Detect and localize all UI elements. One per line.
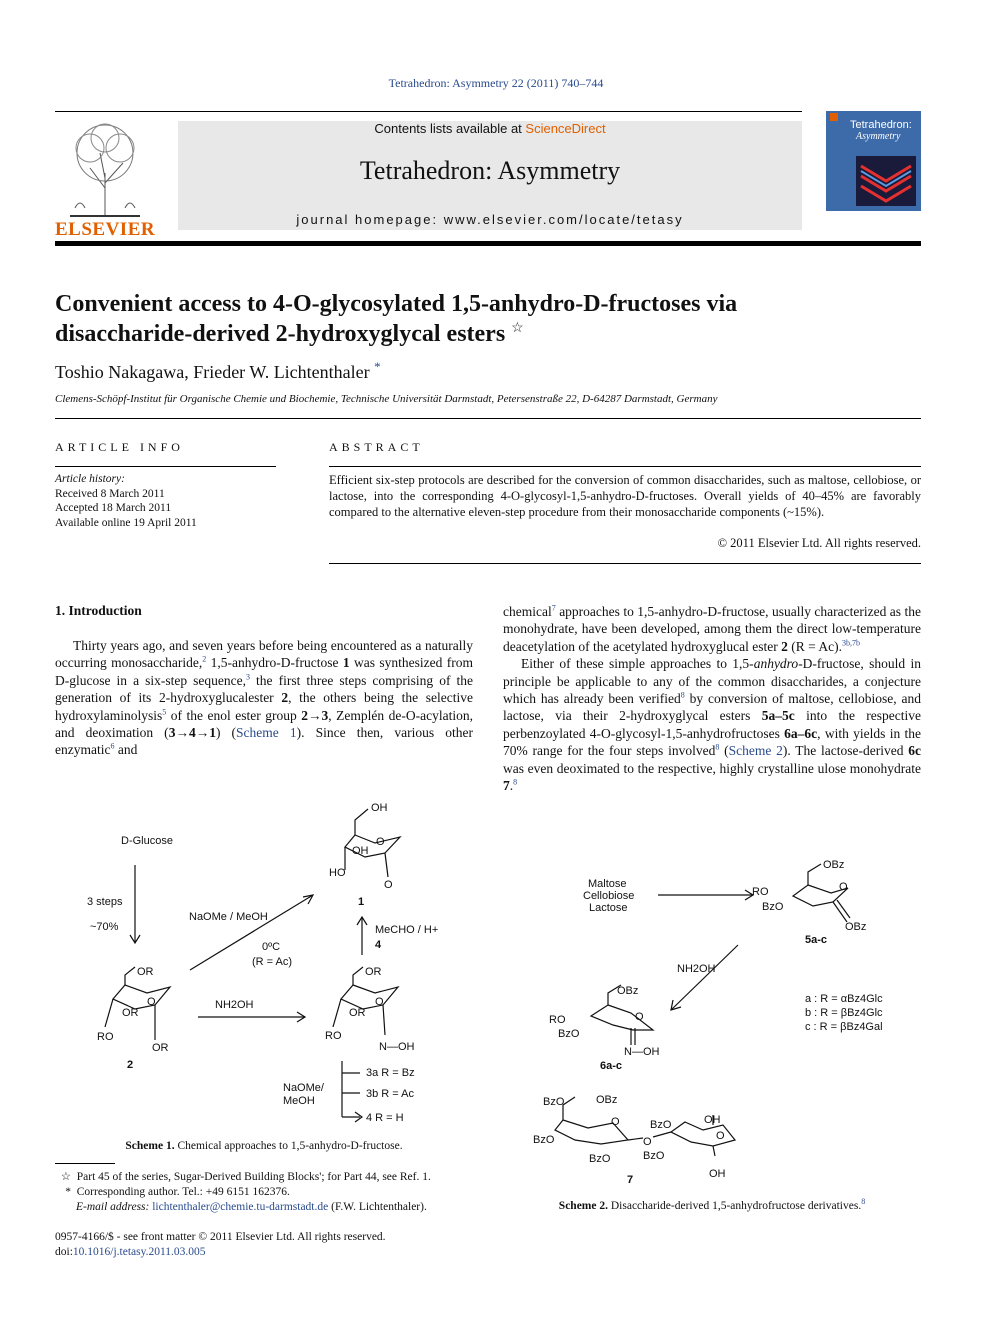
article-title: Convenient access to 4-O-glycosylated 1,5-anhydro-D-fructoses via disaccharide-derived 2-hydroxyglycal esters ☆ <box>55 291 738 347</box>
svg-text:D-Glucose: D-Glucose <box>121 835 173 847</box>
header-thick-rule <box>55 241 921 246</box>
svg-text:OH: OH <box>704 1114 721 1126</box>
scheme1-link[interactable]: Scheme 1 <box>236 725 297 741</box>
svg-text:c : R = βBz4Gal: c : R = βBz4Gal <box>805 1021 883 1033</box>
svg-text:O: O <box>611 1116 620 1128</box>
svg-text:O: O <box>716 1130 725 1142</box>
svg-text:NaOMe/: NaOMe/ <box>283 1082 324 1094</box>
cover-logo-icon <box>830 113 838 121</box>
contents-prefix: Contents lists available at <box>374 121 526 136</box>
scheme2-figure <box>503 850 921 1195</box>
cover-title: Tetrahedron: <box>850 119 912 131</box>
svg-text:OR: OR <box>365 966 382 978</box>
svg-text:BzO: BzO <box>543 1096 565 1108</box>
svg-text:OBz: OBz <box>617 985 639 997</box>
journal-homepage[interactable]: journal homepage: www.elsevier.com/locate/tetasy <box>296 212 684 227</box>
svg-text:RO: RO <box>549 1014 566 1026</box>
svg-text:O: O <box>376 836 385 848</box>
article-info-heading: ARTICLE INFO <box>55 440 184 454</box>
svg-text:O: O <box>839 881 848 893</box>
svg-text:O: O <box>375 996 384 1008</box>
svg-text:OR: OR <box>349 1007 366 1019</box>
svg-text:3 steps: 3 steps <box>87 896 123 908</box>
elsevier-tree-icon <box>55 118 155 218</box>
svg-text:OBz: OBz <box>845 921 867 933</box>
svg-text:HO: HO <box>329 867 346 879</box>
corresponding-author-mark[interactable]: * <box>374 359 381 374</box>
svg-text:Maltose: Maltose <box>588 878 627 890</box>
svg-text:OR: OR <box>137 966 154 978</box>
svg-text:N—OH: N—OH <box>624 1046 660 1058</box>
svg-text:O: O <box>643 1136 652 1148</box>
scheme1-figure <box>55 795 475 1135</box>
bottom-info: 0957-4166/$ - see front matter © 2011 Elsevier Ltd. All rights reserved. doi:10.1016/j.tetasy.2011.03.005 <box>55 1231 386 1258</box>
svg-text:RO: RO <box>325 1030 342 1042</box>
svg-text:(R = Ac): (R = Ac) <box>252 956 293 968</box>
svg-text:BzO: BzO <box>558 1028 580 1040</box>
svg-text:NH2OH: NH2OH <box>677 963 716 975</box>
article-history: Article history: Received 8 March 2011 Accepted 18 March 2011 Available online 19 April 2011 <box>55 473 197 529</box>
affiliation: Clemens-Schöpf-Institut für Organische Chemie und Biochemie, Technische Universität Darmstadt, Petersenstraße 22, D-64287 Darmstadt, Germany <box>55 393 718 405</box>
title-footnote-mark[interactable]: ☆ <box>511 321 524 336</box>
svg-text:~70%: ~70% <box>90 921 119 933</box>
svg-text:BzO: BzO <box>762 901 784 913</box>
svg-text:O: O <box>635 1011 644 1023</box>
svg-text:OH: OH <box>709 1168 726 1180</box>
svg-text:b : R = βBz4Glc: b : R = βBz4Glc <box>805 1007 883 1019</box>
intro-heading: 1. Introduction <box>55 603 142 618</box>
svg-text:BzO: BzO <box>650 1119 672 1131</box>
svg-text:RO: RO <box>97 1031 114 1043</box>
svg-text:3b R = Ac: 3b R = Ac <box>366 1088 415 1100</box>
cover-subtitle: Asymmetry <box>856 131 901 142</box>
abstract-heading: ABSTRACT <box>329 440 424 454</box>
affiliation-rule <box>55 418 921 419</box>
svg-text:OR: OR <box>152 1042 169 1054</box>
elsevier-wordmark: ELSEVIER <box>55 219 156 240</box>
journal-cover[interactable] <box>826 111 921 231</box>
svg-text:7: 7 <box>627 1174 634 1186</box>
journal-title[interactable]: Tetrahedron: Asymmetry <box>359 156 621 185</box>
top-rule <box>55 111 802 112</box>
running-head[interactable]: Tetrahedron: Asymmetry 22 (2011) 740–744 <box>388 76 604 90</box>
scheme2-caption: Scheme 2. Disaccharide-derived 1,5-anhydrofructose derivatives.$^8$ <box>558 1197 866 1212</box>
svg-text:BzO: BzO <box>533 1134 555 1146</box>
doi-link[interactable]: 10.1016/j.tetasy.2011.03.005 <box>72 1246 206 1258</box>
column2-text: chemical$^7$ approaches to 1,5-anhydro-D-fructose, usually characterized as the monohydrate, have been developed, among them the direct low-temperature deacetylation of the acetylated hydroxyglucal ester 2 (R = Ac).$^{3b,7b}$ Either of these simple approaches to 1,5-anhydro-D-fructose, should in principle be applicable to any of the common disaccharides, a conjecture which has already been verified$^8$ by conversion of maltose, cellobiose, and lactose, via their 2-hydroxyglycal esters 5a–5c into the respective perbenzoylated 4-O-glycosyl-1,5-anhydrofructoses 6a–6c, with yields in the 70% range for the four steps involved$^8$ (Scheme 2). The lactose-derived 6c was even deoximated to the respective, highly crystalline ulose monohydrate 7.$^8$ <box>503 603 922 794</box>
svg-text:OBz: OBz <box>823 859 845 871</box>
abstract-text: Efficient six-step protocols are described for the conversion of common disaccharides, such as maltose, cellobiose, or lactose, into the corresponding 4-O-glycosyl-1,5-anhydro-D-fructoses. Overall yields of 40–45% are favorably compared to the alternative eleven-step procedure from their monosaccharide components (~15%). <box>329 473 921 519</box>
svg-text:N—OH: N—OH <box>379 1041 415 1053</box>
svg-text:BzO: BzO <box>643 1150 665 1162</box>
svg-text:4 R = H: 4 R = H <box>366 1112 404 1124</box>
svg-text:NH2OH: NH2OH <box>215 999 254 1011</box>
email-link[interactable]: lichtenthaler@chemie.tu-darmstadt.de <box>152 1201 329 1213</box>
svg-text:OH: OH <box>352 845 369 857</box>
abstract-copyright: © 2011 Elsevier Ltd. All rights reserved. <box>717 536 921 550</box>
svg-text:NaOMe / MeOH: NaOMe / MeOH <box>189 911 268 923</box>
svg-text:OR: OR <box>122 1007 139 1019</box>
svg-text:OH: OH <box>371 802 388 814</box>
svg-text:MeCHO / H+: MeCHO / H+ <box>375 924 439 936</box>
svg-text:3a R = Bz: 3a R = Bz <box>366 1067 415 1079</box>
scheme2-link[interactable]: Scheme 2 <box>728 743 783 759</box>
intro-paragraph: Thirty years ago, and seven years before being encountered as a naturally occurring monosaccharide,$^2$ 1,5-anhydro-D-fructose 1 was synthesized from D-glucose in a six-step sequence,$^3$ the first three steps comprising of the generation of its 2-hydroxyglucalester 2, the others being the selective hydroxylaminolysis$^5$ of the enol ester group 2→3, Zemplén de-O-acylation, and deoximation (3→4→1) (Scheme 1). Since then, various other enzymatic$^6$ and <box>55 638 474 758</box>
svg-text:6a-c: 6a-c <box>600 1060 623 1072</box>
svg-text:MeOH: MeOH <box>283 1095 315 1107</box>
svg-text:Lactose: Lactose <box>589 902 628 914</box>
svg-text:BzO: BzO <box>589 1153 611 1165</box>
svg-text:0ºC: 0ºC <box>262 941 281 953</box>
svg-text:2: 2 <box>127 1059 134 1071</box>
svg-text:Cellobiose: Cellobiose <box>583 890 635 902</box>
svg-text:O: O <box>147 996 156 1008</box>
svg-text:RO: RO <box>752 886 769 898</box>
svg-text:O: O <box>384 879 393 891</box>
cover-image-icon <box>856 156 916 206</box>
authors: Toshio Nakagawa, Frieder W. Lichtenthaler * <box>55 359 381 382</box>
svg-text:a : R = αBz4Glc: a : R = αBz4Glc <box>805 993 883 1005</box>
svg-text:4: 4 <box>375 939 382 951</box>
contents-line <box>178 121 802 136</box>
svg-text:5a-c: 5a-c <box>805 934 828 946</box>
scheme1-caption: Scheme 1. Chemical approaches to 1,5-anhydro-D-fructose. <box>125 1140 403 1152</box>
sciencedirect-link[interactable]: ScienceDirect <box>525 121 606 136</box>
svg-text:OBz: OBz <box>596 1094 618 1106</box>
elsevier-logo[interactable] <box>55 118 156 240</box>
svg-text:1: 1 <box>358 896 365 908</box>
footnotes: ☆ Part 45 of the series, Sugar-Derived Building Blocks'; for Part 44, see Ref. 1. * Corresponding author. Tel.: +49 6151 162376. E-mail address: lichtenthaler@chemie.tu-darmstadt.de (F.W. Lichtenthaler). <box>60 1171 431 1213</box>
